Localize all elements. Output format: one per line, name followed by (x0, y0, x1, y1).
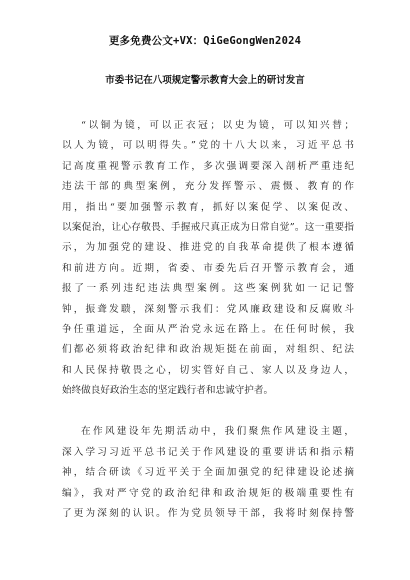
text-line: “以铜为镜，可以正衣冠；以史为镜，可以知兴替； (81, 120, 354, 131)
text-line: 们都必须将政治纪律和政治规矩挺在前面，对组织、纪法 (62, 344, 354, 356)
paragraph-gap (62, 401, 354, 422)
document-body (62, 116, 354, 524)
text-line: 争任重道远，全面从严治党永远在路上。在任何时候，我 (62, 323, 354, 335)
text-line: 在作风建设年先期活动中，我们聚焦作风建设主题， (81, 426, 354, 438)
text-line: 神，结合研读《习近平关于全面加强党的纪律建设论述摘 (62, 467, 354, 479)
paragraph-1 (62, 116, 354, 401)
text-line: 始终做良好政治生态的坚定践行者和忠诚守护者。 (62, 385, 274, 397)
text-line: 以案促治，让心存敬畏、手握戒尺真正成为日常自觉”。这一重要指 (62, 221, 354, 233)
text-line: 以人为镜，可以明得失。”党的十八大以来，习近平总书 (62, 140, 354, 152)
text-line: 报了一系列违纪违法典型案例。这些案例犹如一记记警 (62, 283, 354, 295)
document-title: 市委书记在八项规定警示教育大会上的研讨发言 (105, 75, 305, 86)
text-line: 了更为深刻的认识。作为党员领导干部，我将时刻保持警 (62, 508, 354, 520)
paragraph-2 (62, 422, 354, 524)
text-line: 钟，振聋发聩，深刻警示我们：党风廉政建设和反腐败斗 (62, 303, 354, 315)
text-line: 违法干部的典型案例，充分发挥警示、震慑、教育的作 (62, 181, 354, 193)
text-line: 深入学习习近平总书记关于作风建设的重要讲话和指示精 (62, 446, 354, 458)
text-line: 和人民保持敬畏之心，切实管好自己、家人以及身边人， (62, 364, 354, 376)
text-line: 用，指出“要加强警示教育，抓好以案促学、以案促改、 (62, 201, 354, 213)
text-line: 示，为加强党的建设、推进党的自我革命提供了根本遵循 (62, 242, 354, 254)
text-line: 编》，我对严守党的政治纪律和政治规矩的极端重要性有 (62, 487, 354, 499)
text-line: 和前进方向。近期，省委、市委先后召开警示教育会，通 (62, 262, 354, 274)
text-line: 记高度重视警示教育工作，多次强调要深入剖析严重违纪 (62, 160, 354, 172)
watermark-header: 更多免费公文+VX：QiGeGongWen2024 (108, 35, 302, 47)
